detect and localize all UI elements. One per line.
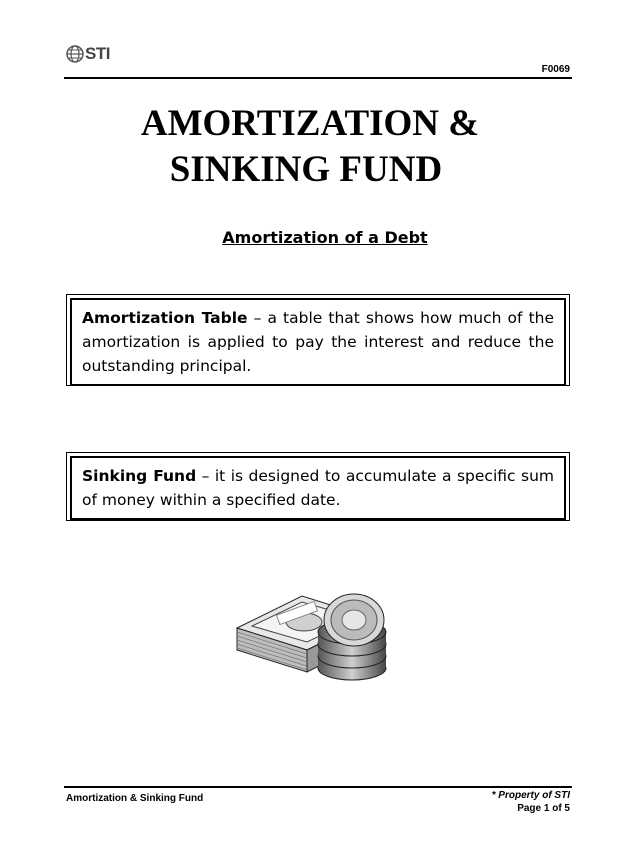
title-line-1: AMORTIZATION &	[140, 103, 480, 144]
definition-body: – a table that shows how much of the amortization is applied to pay the interest and reduce the outstanding principal.	[82, 309, 555, 375]
footer-property-note: * Property of STI	[491, 790, 570, 801]
logo-text: STI	[85, 44, 110, 63]
title-line-2: SINKING FUND	[169, 149, 443, 190]
definition-text	[70, 456, 566, 520]
definition-text	[70, 298, 566, 386]
section-subtitle: Amortization of a Debt	[222, 228, 428, 247]
footer-page-number: Page 1 of 5	[517, 803, 570, 814]
footer-right	[492, 789, 570, 815]
header-rule	[64, 77, 572, 79]
sti-logo	[66, 44, 110, 64]
form-code: F0069	[541, 64, 570, 75]
definition-body: – it is designed to accumulate a specific sum of money within a specified date.	[82, 467, 555, 509]
definition-box-amortization-table	[66, 294, 570, 386]
definition-box-sinking-fund	[66, 452, 570, 521]
definition-term: Amortization Table	[82, 309, 248, 327]
definition-term: Sinking Fund	[82, 467, 197, 485]
globe-icon	[66, 45, 84, 63]
money-stack-and-coins-icon	[232, 568, 402, 692]
footer-rule	[64, 786, 572, 788]
footer-document-title: Amortization & Sinking Fund	[66, 793, 204, 804]
